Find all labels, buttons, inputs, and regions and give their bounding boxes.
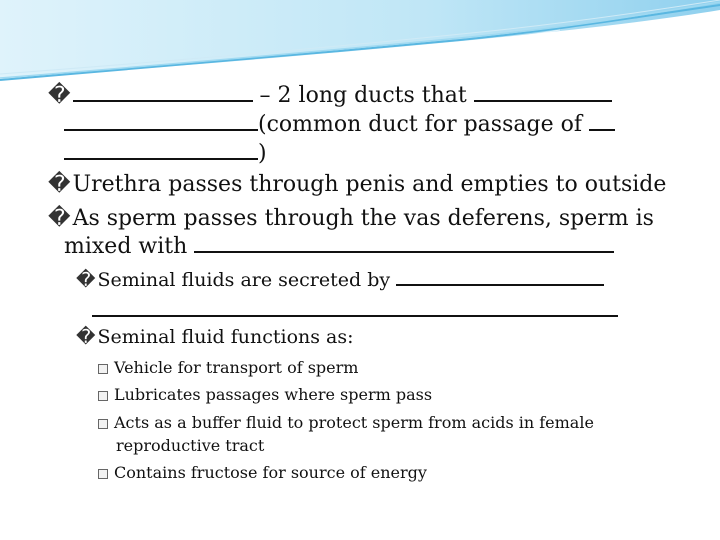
bullet-glyph: � bbox=[76, 326, 96, 348]
blank-1 bbox=[73, 82, 253, 102]
function-item bbox=[98, 463, 427, 482]
blank-4 bbox=[589, 111, 615, 131]
blank-6 bbox=[194, 233, 614, 253]
text-urethra: Urethra passes through penis and empties to outside bbox=[72, 172, 667, 197]
function-text: Lubricates passages where sperm pass bbox=[114, 385, 433, 404]
sub-bullet-seminal-cont bbox=[92, 300, 618, 322]
blank-8 bbox=[92, 301, 618, 317]
checkbox-icon bbox=[98, 419, 108, 429]
blank-7 bbox=[396, 270, 604, 286]
function-item bbox=[98, 413, 594, 432]
function-text: Acts as a buffer fluid to protect sperm from acids in female bbox=[114, 413, 594, 432]
text-common-duct: (common duct for passage of bbox=[258, 112, 589, 137]
checkbox-icon bbox=[98, 391, 108, 401]
function-item bbox=[98, 358, 358, 377]
text-seminal-secreted: Seminal fluids are secreted by bbox=[97, 269, 397, 291]
bullet-sperm bbox=[48, 206, 654, 231]
bullet-glyph: � bbox=[48, 172, 71, 197]
function-text: reproductive tract bbox=[116, 436, 265, 455]
checkbox-icon bbox=[98, 469, 108, 479]
bullet-glyph: � bbox=[48, 206, 71, 231]
bullet-sperm-cont bbox=[64, 233, 614, 259]
bullet-glyph: � bbox=[76, 269, 96, 291]
sub-bullet-functions bbox=[76, 326, 354, 348]
blank-3 bbox=[64, 111, 258, 131]
text-close-paren: ) bbox=[258, 141, 267, 166]
bullet-line-1 bbox=[48, 82, 612, 108]
function-text: Vehicle for transport of sperm bbox=[114, 358, 359, 377]
blank-5 bbox=[64, 140, 258, 160]
function-item bbox=[98, 385, 432, 404]
function-item-cont bbox=[116, 436, 264, 455]
blank-2 bbox=[474, 82, 612, 102]
text-vas-deferens: As sperm passes through the vas deferens, sperm is bbox=[72, 206, 654, 231]
text-functions-as: Seminal fluid functions as: bbox=[97, 326, 354, 348]
function-text: Contains fructose for source of energy bbox=[114, 463, 427, 482]
checkbox-icon bbox=[98, 364, 108, 374]
bullet-glyph: � bbox=[48, 83, 71, 108]
bullet-line-1b bbox=[64, 111, 615, 137]
text-ducts: – 2 long ducts that bbox=[252, 83, 474, 108]
sub-bullet-seminal bbox=[76, 269, 604, 291]
bullet-urethra bbox=[48, 172, 666, 197]
text-mixed-with: mixed with bbox=[64, 234, 195, 259]
bullet-line-1c bbox=[64, 140, 267, 166]
